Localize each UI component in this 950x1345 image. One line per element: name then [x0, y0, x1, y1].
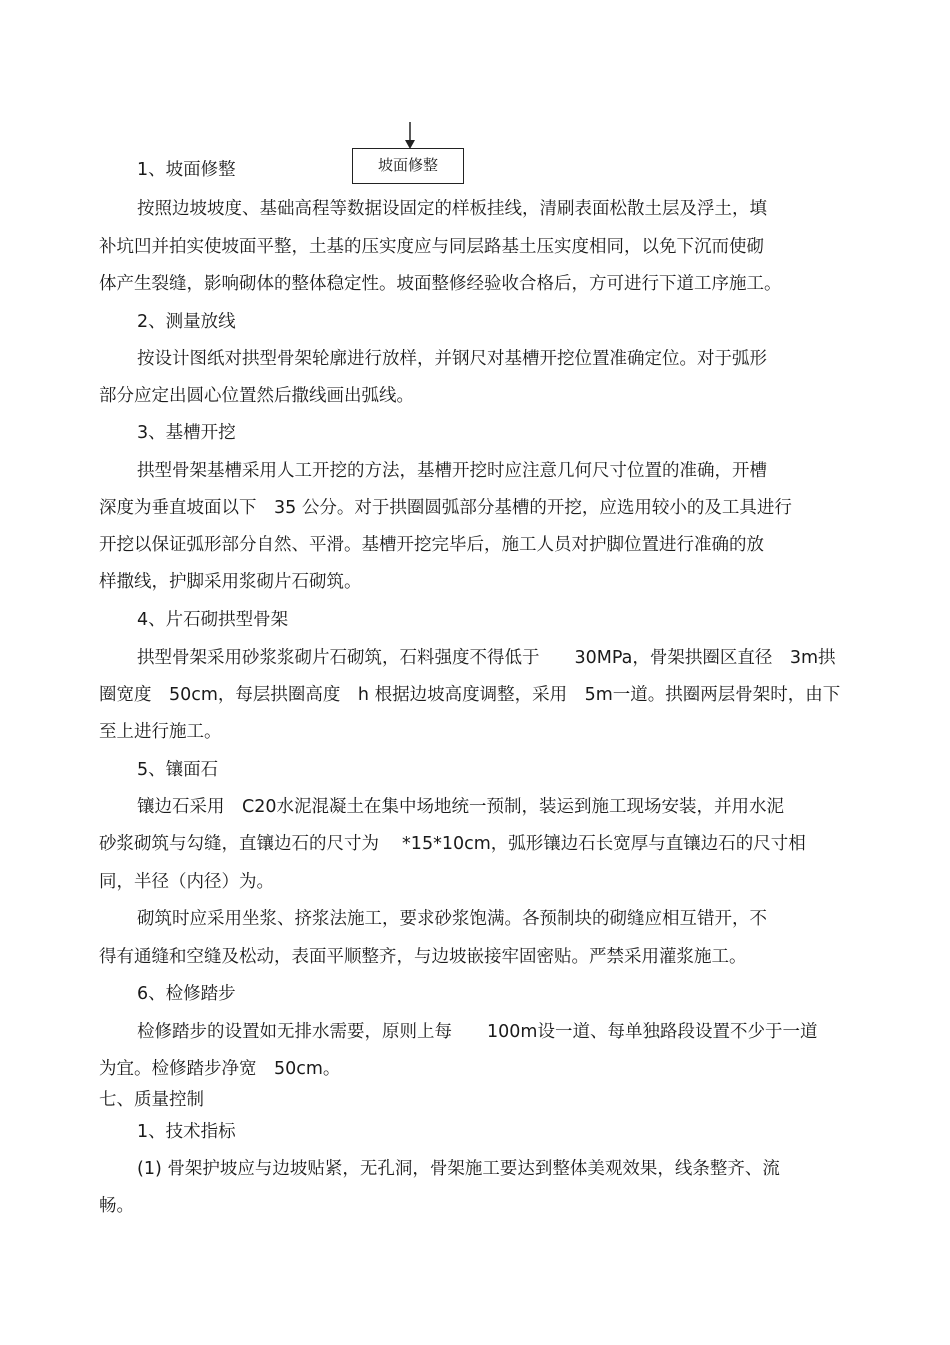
paragraph-line: 砌筑时应采用坐浆、挤浆法施工，要求砂浆饱满。各预制块的砌缝应相互错开，不 — [137, 909, 767, 929]
paragraph-line: 补坑凹并拍实使坡面平整，土基的压实度应与同层路基土压实度相同，以免下沉而使砌 — [99, 237, 764, 257]
paragraph-line: (1) 骨架护坡应与边坡贴紧，无孔洞，骨架施工要达到整体美观效果，线条整齐、流 — [137, 1159, 780, 1179]
paragraph-line: 至上进行施工。 — [99, 722, 222, 742]
section-heading: 2、测量放线 — [137, 312, 236, 332]
paragraph-line: 深度为垂直坡面以下 35 公分。对于拱圈圆弧部分基槽的开挖，应选用较小的及工具进行 — [99, 498, 792, 518]
paragraph-line: 检修踏步的设置如无排水需要，原则上每 100m设一道、每单独路段设置不少于一道 — [137, 1022, 818, 1042]
paragraph-line: 样撒线，护脚采用浆砌片石砌筑。 — [99, 572, 362, 592]
section-heading: 3、基槽开挖 — [137, 423, 236, 443]
paragraph-line: 镶边石采用 C20水泥混凝土在集中场地统一预制，装运到施工现场安装，并用水泥 — [137, 797, 784, 817]
paragraph-line: 拱型骨架基槽采用人工开挖的方法，基槽开挖时应注意几何尺寸位置的准确，开槽 — [137, 461, 767, 481]
paragraph-line: 为宜。检修踏步净宽 50cm。 — [99, 1059, 341, 1079]
section-heading: 5、镶面石 — [137, 760, 219, 780]
paragraph-line: 拱型骨架采用砂浆浆砌片石砌筑，石料强度不得低于 30MPa，骨架拱圈区直径 3m拱 — [137, 648, 836, 668]
paragraph-line: 同，半径（内径）为。 — [99, 872, 274, 892]
paragraph-line: 按照边坡坡度、基础高程等数据设固定的样板挂线，清刷表面松散土层及浮土，填 — [137, 199, 767, 219]
down-arrow-icon — [400, 122, 420, 150]
paragraph-line: 部分应定出圆心位置然后撒线画出弧线。 — [99, 386, 414, 406]
paragraph-line: 按设计图纸对拱型骨架轮廓进行放样，并钢尺对基槽开挖位置准确定位。对于弧形 — [137, 349, 767, 369]
section-heading: 4、片石砌拱型骨架 — [137, 610, 289, 630]
section-heading: 1、坡面修整 — [137, 160, 236, 180]
flowchart-box: 坡面修整 — [352, 148, 464, 184]
paragraph-line: 畅。 — [99, 1196, 134, 1216]
paragraph-line: 体产生裂缝，影响砌体的整体稳定性。坡面整修经验收合格后，方可进行下道工序施工。 — [99, 274, 782, 294]
paragraph-line: 开挖以保证弧形部分自然、平滑。基槽开挖完毕后，施工人员对护脚位置进行准确的放 — [99, 535, 764, 555]
section-heading: 6、检修踏步 — [137, 984, 236, 1004]
paragraph-line: 得有通缝和空缝及松动，表面平顺整齐，与边坡嵌接牢固密贴。严禁采用灌浆施工。 — [99, 947, 747, 967]
paragraph-line: 圈宽度 50cm，每层拱圈高度 h 根据边坡高度调整，采用 5m一道。拱圈两层骨架时，由下 — [99, 685, 841, 705]
chapter-heading: 七、质量控制 — [99, 1090, 204, 1110]
paragraph-line: 砂浆砌筑与勾缝，直镶边石的尺寸为 *15*10cm，弧形镶边石长宽厚与直镶边石的尺寸相 — [99, 834, 806, 854]
section-heading: 1、技术指标 — [137, 1122, 236, 1142]
